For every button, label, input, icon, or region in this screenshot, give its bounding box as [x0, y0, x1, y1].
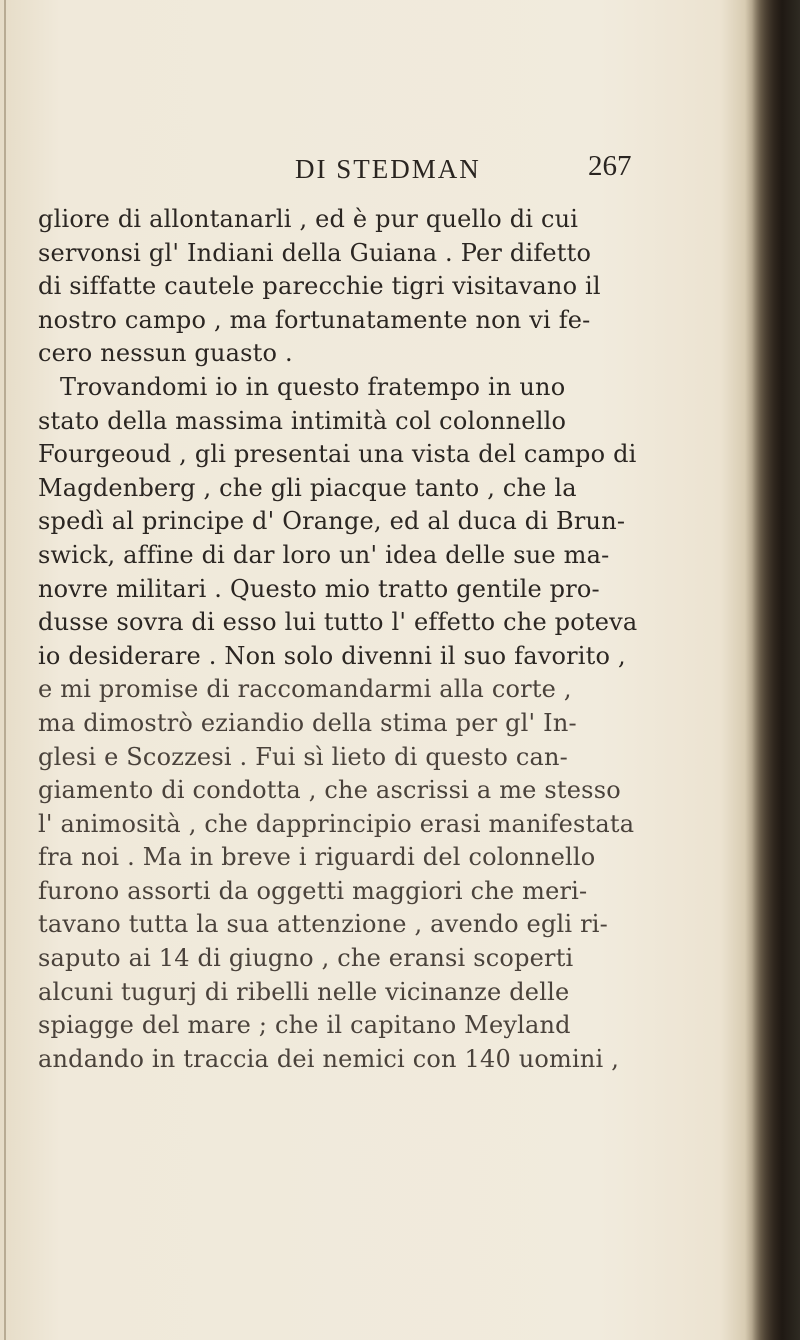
text-line: spiagge del mare ; che il capitano Meyland	[38, 1011, 571, 1040]
text-line: l' animosità , che dapprincipio erasi manifestata	[38, 809, 635, 838]
text-line: giamento di condotta , che ascrissi a me stesso	[38, 776, 621, 805]
text-line: furono assorti da oggetti maggiori che meri-	[38, 876, 588, 905]
text-line: glesi e Scozzesi . Fui sì lieto di questo can-	[38, 742, 568, 771]
page-number: 267	[588, 150, 632, 182]
text-line: alcuni tugurj di ribelli nelle vicinanze delle	[38, 977, 570, 1006]
body-text	[38, 203, 738, 1076]
text-line: Magdenberg , che gli piacque tanto , che la	[38, 473, 577, 502]
text-line: tavano tutta la sua attenzione , avendo egli ri-	[38, 910, 608, 939]
page-gutter-line	[4, 0, 6, 1340]
text-line: andando in traccia dei nemici con 140 uomini ,	[38, 1044, 620, 1073]
text-line: Fourgeoud , gli presentai una vista del campo di	[38, 440, 637, 469]
text-line: gliore di allontanarli , ed è pur quello di cui	[38, 205, 579, 233]
text-line: ma dimostrò eziandio della stima per gl' In-	[38, 708, 577, 737]
text-line: di siffatte cautele parecchie tigri visitavano il	[38, 272, 601, 301]
running-head	[0, 150, 800, 194]
text-line: dusse sovra di esso lui tutto l' effetto che poteva	[38, 608, 638, 637]
text-line: io desiderare . Non solo divenni il suo favorito ,	[38, 641, 626, 670]
text-line: fra noi . Ma in breve i riguardi del colonnello	[38, 843, 596, 872]
paragraph-start-line: Trovandomi io in questo fratempo in uno	[60, 372, 566, 401]
text-line: saputo ai 14 di giugno , che eransi scoperti	[38, 944, 574, 973]
running-head-title: DI STEDMAN	[295, 154, 481, 184]
text-line: servonsi gl' Indiani della Guiana . Per difetto	[38, 238, 592, 267]
page-edge-shadow	[752, 0, 800, 1340]
text-line: novre militari . Questo mio tratto gentile pro-	[38, 574, 600, 603]
text-line: swick, affine di dar loro un' idea delle sue ma-	[38, 540, 610, 569]
text-line: nostro campo , ma fortunatamente non vi fe-	[38, 305, 591, 334]
text-line: cero nessun guasto .	[38, 339, 293, 368]
text-line: e mi promise di raccomandarmi alla corte ,	[38, 675, 572, 704]
text-line: spedì al principe d' Orange, ed al duca di Brun-	[38, 507, 626, 536]
text-line: stato della massima intimità col colonnello	[38, 406, 567, 435]
